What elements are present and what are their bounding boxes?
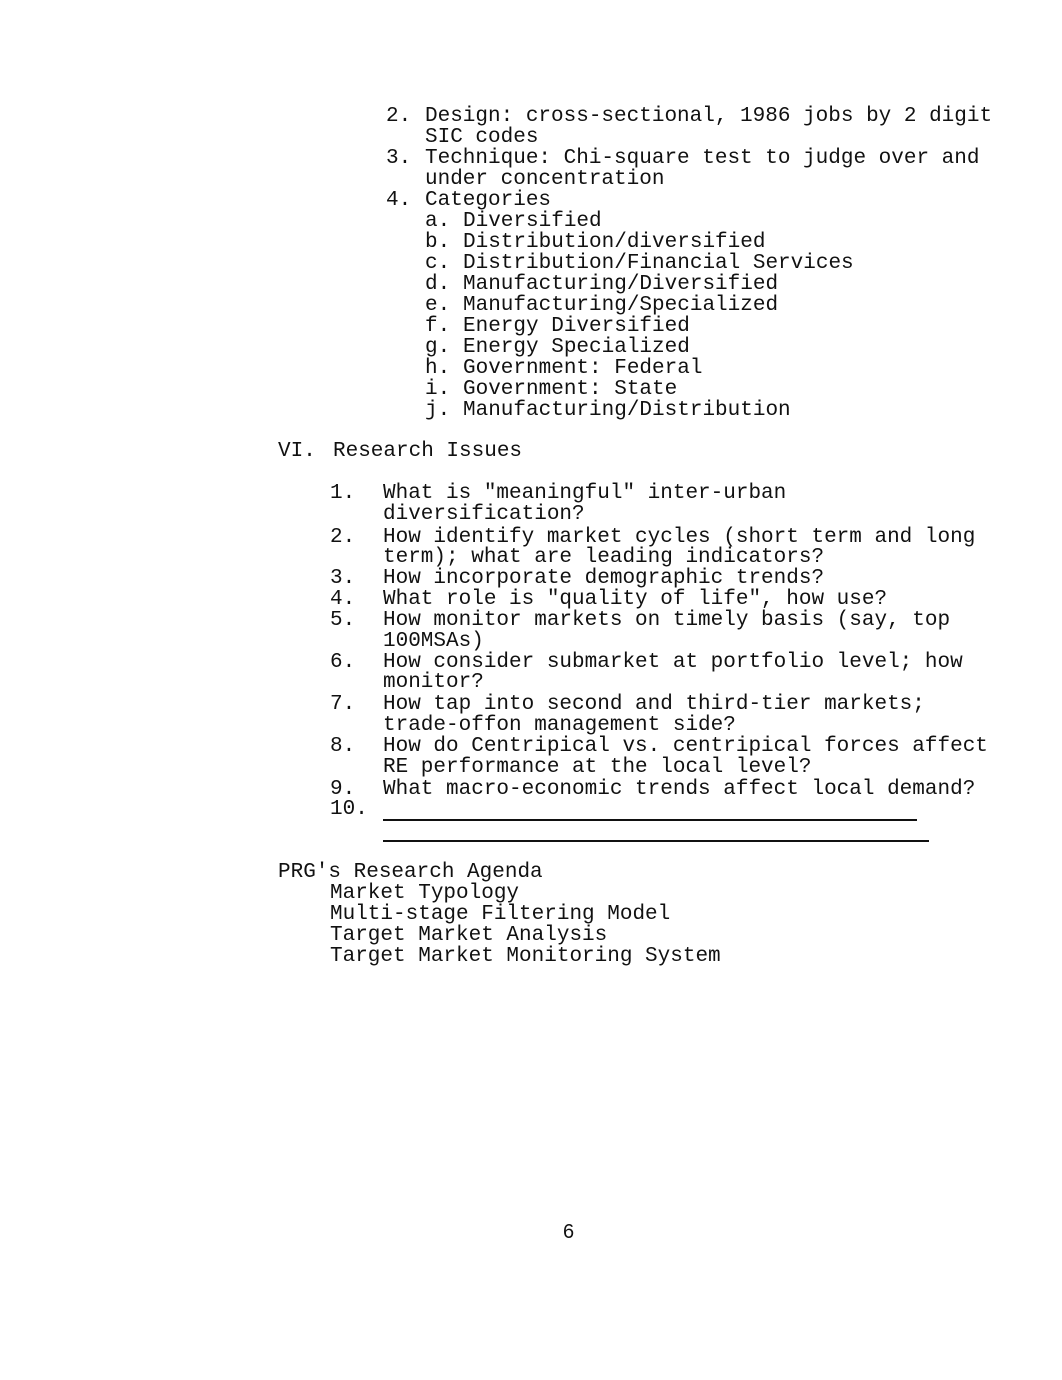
category-letter: c. [425,252,451,275]
issue-text: What is "meaningful" inter-urban [383,482,787,505]
agenda-item: Market Typology [330,882,520,905]
issue-text: How tap into second and third-tier markets; [383,693,925,716]
category-text: Manufacturing/Specialized [463,294,779,317]
category-text: Diversified [463,210,602,233]
item-text: Categories [425,189,552,212]
agenda-heading: PRG's Research Agenda [278,861,543,884]
issue-number: 8. [330,735,356,758]
section-numeral: VI. [278,440,316,463]
issue-text: diversification? [383,503,585,526]
category-letter: h. [425,357,451,380]
issue-number: 9. [330,778,356,801]
category-text: Manufacturing/Distribution [463,399,791,422]
category-text: Government: Federal [463,357,703,380]
category-letter: e. [425,294,451,317]
issue-item [0,798,368,862]
category-letter: a. [425,210,451,233]
category-letter: b. [425,231,451,254]
item-text: SIC codes [425,126,539,149]
category-text: Distribution/diversified [463,231,766,254]
category-letter: g. [425,336,451,359]
issue-text: How monitor markets on timely basis (say, top [383,609,951,632]
issue-text: What macro-economic trends affect local demand? [383,778,976,801]
issue-number: 4. [330,588,356,611]
page-number: 6 [563,1221,575,1243]
issue-text: monitor? [383,671,484,694]
category-text: Manufacturing/Diversified [463,273,779,296]
agenda-item: Target Market Monitoring System [330,945,721,968]
item-number: 2. [386,105,412,128]
issue-number: 10. [330,798,368,821]
issue-text: How incorporate demographic trends? [383,567,825,590]
category-letter: i. [425,378,451,401]
agenda-item: Target Market Analysis [330,924,608,947]
issue-number: 5. [330,609,356,632]
section-title: Research Issues [333,440,523,463]
issue-text: 100MSAs) [383,630,484,653]
issue-text: RE performance at the local level? [383,756,812,779]
issue-text: What role is "quality of life", how use? [383,588,888,611]
category-text: Distribution/Financial Services [463,252,854,275]
issue-number: 6. [330,651,356,674]
item-text: Technique: Chi-square test to judge over and [425,147,980,170]
issue-text: How consider submarket at portfolio level; how [383,651,963,674]
issue-text: How identify market cycles (short term and long [383,526,976,549]
blank-answer-line [383,819,917,821]
category-letter: f. [425,315,451,338]
item-text: Design: cross-sectional, 1986 jobs by 2 digit [425,105,993,128]
blank-answer-line [383,840,929,842]
issue-text: trade-offon management side? [383,714,736,737]
category-text: Energy Diversified [463,315,690,338]
issue-number: 1. [330,482,356,505]
issue-number: 3. [330,567,356,590]
category-letter: d. [425,273,451,296]
item-number: 4. [386,189,412,212]
item-number: 3. [386,147,412,170]
issue-text: term); what are leading indicators? [383,546,825,569]
item-text: under concentration [425,168,665,191]
category-text: Government: State [463,378,678,401]
issue-number: 7. [330,693,356,716]
issue-text: How do Centripical vs. centripical forces affect [383,735,988,758]
agenda-item: Multi-stage Filtering Model [330,903,671,926]
category-letter: j. [425,399,451,422]
issue-number: 2. [330,526,356,549]
category-text: Energy Specialized [463,336,690,359]
